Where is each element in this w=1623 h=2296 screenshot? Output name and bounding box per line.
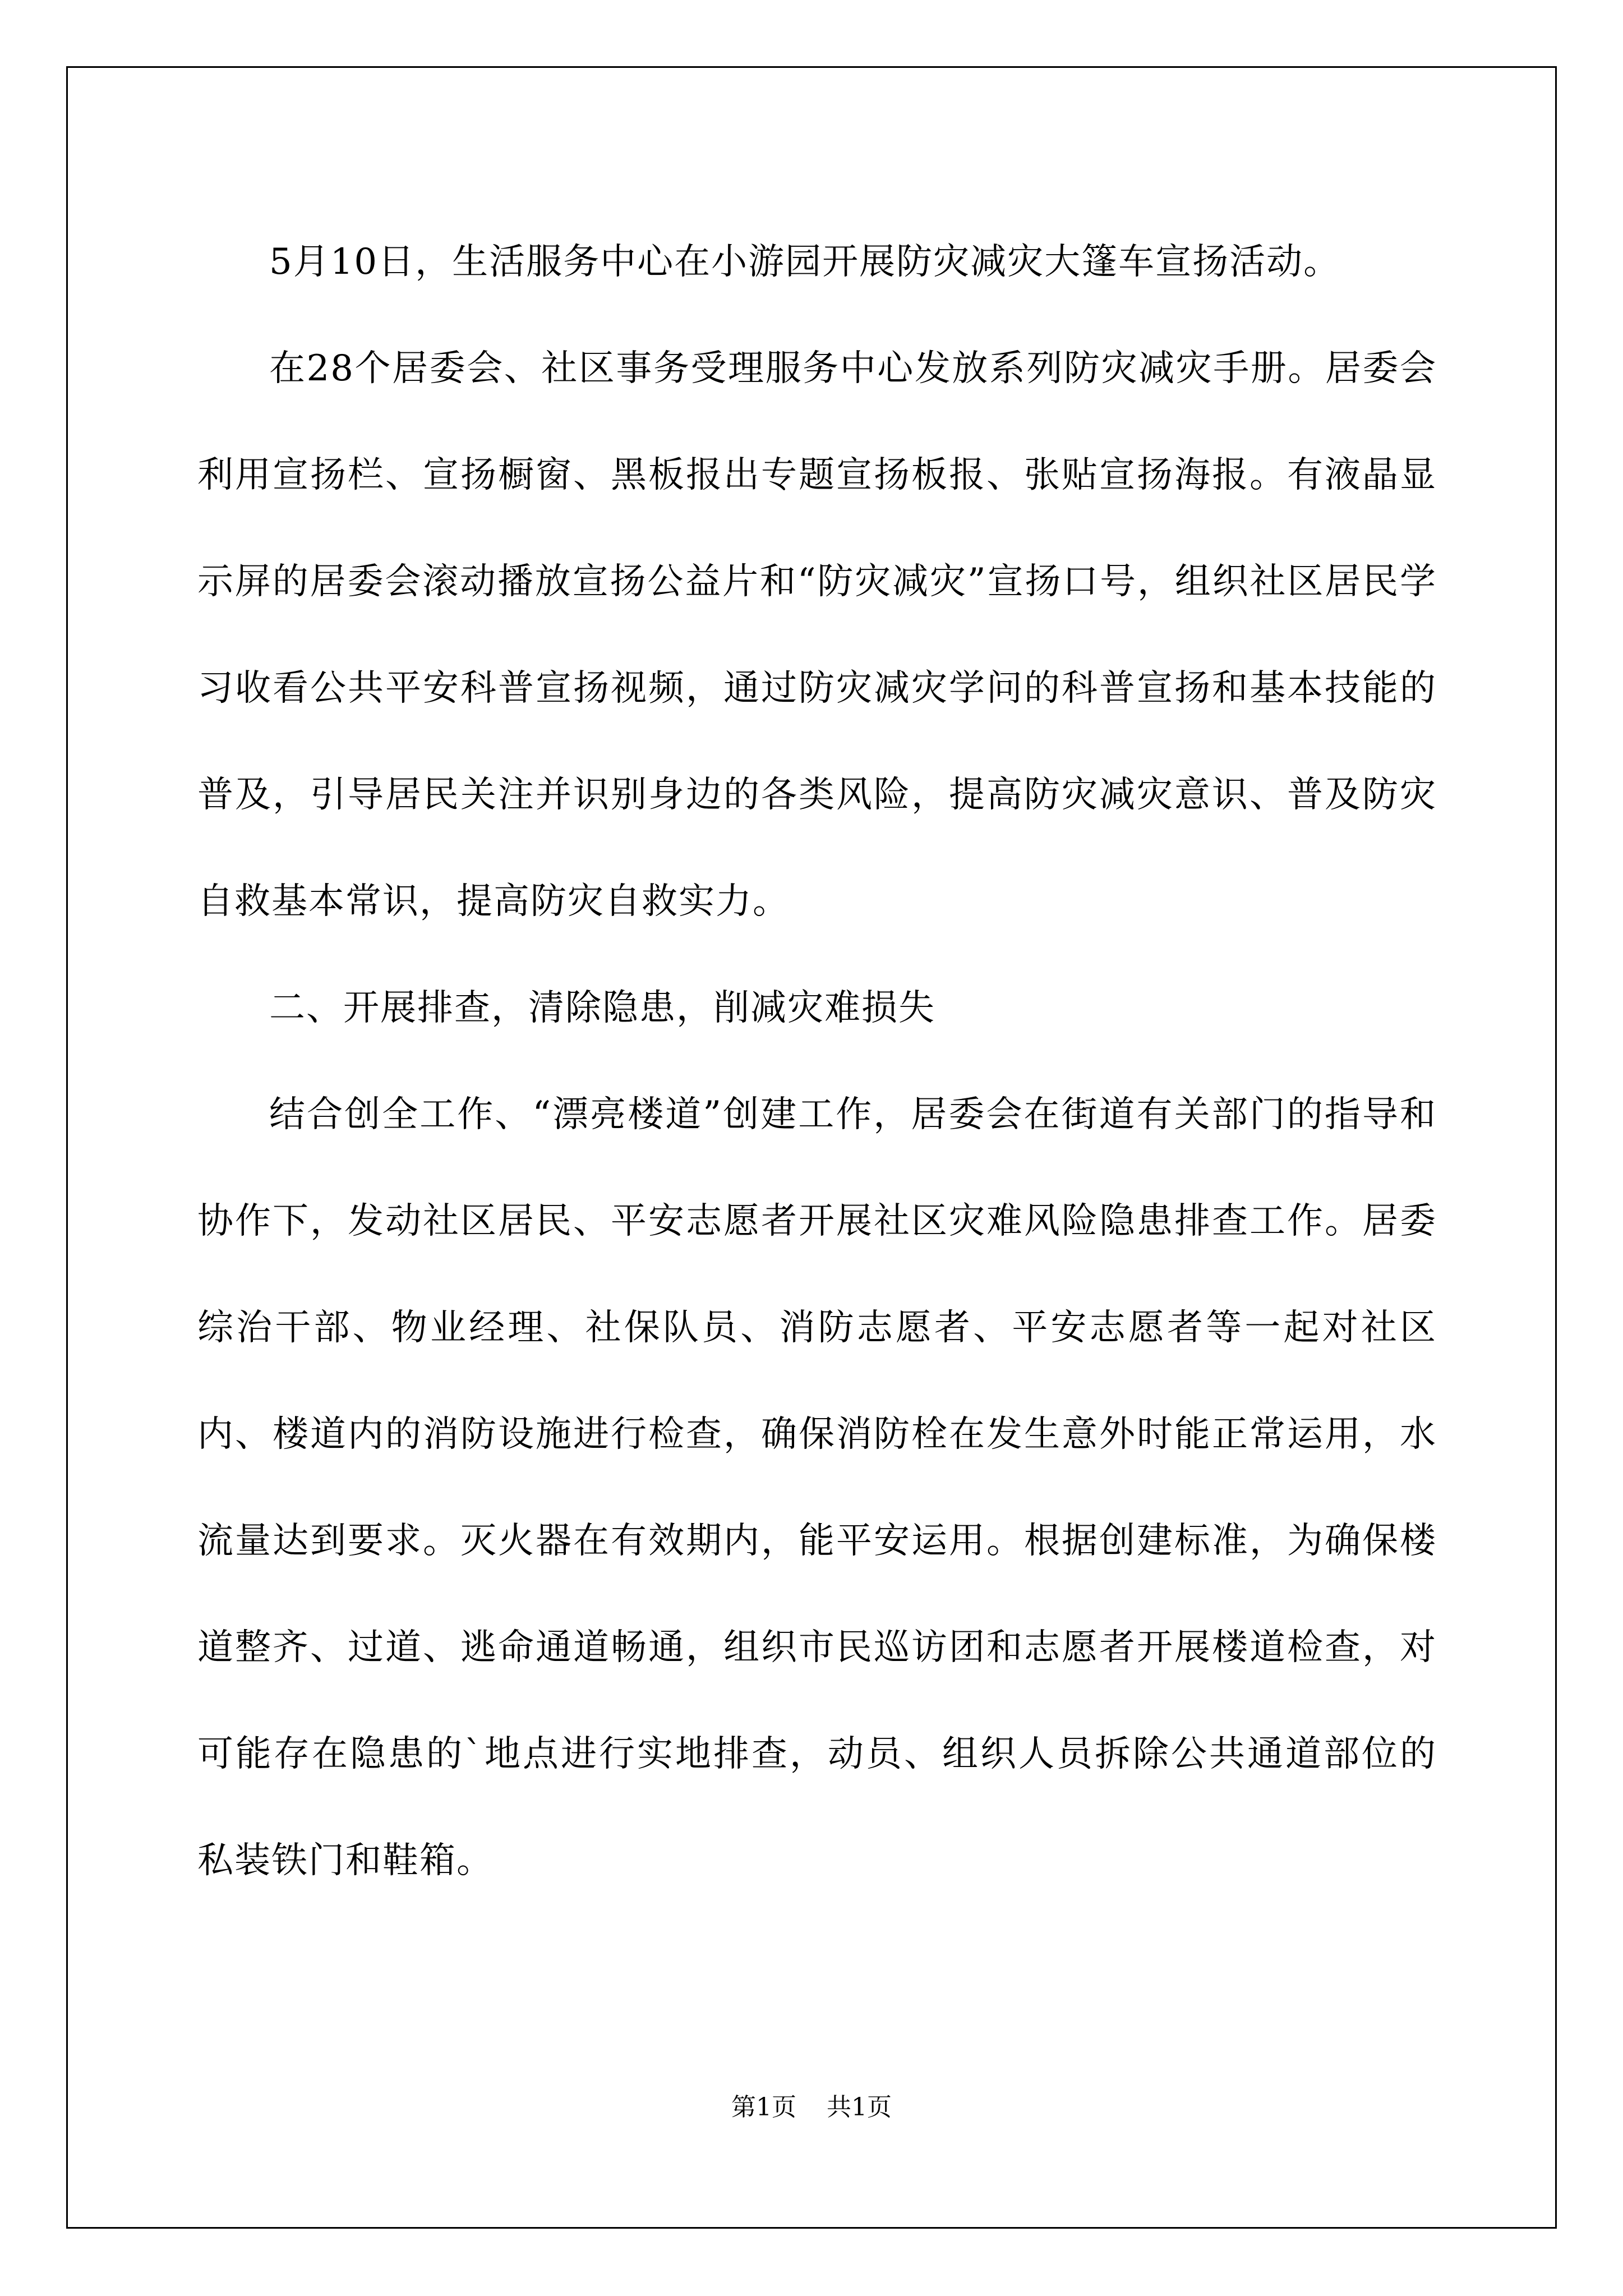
paragraph-activity: 5月10日，生活服务中心在小游园开展防灾减灾大篷车宣扬活动。 bbox=[269, 241, 1341, 283]
section-heading: 二、开展排查，清除隐患，削减灾难损失 bbox=[269, 987, 935, 1029]
paragraph-publicity: 在28个居委会、社区事务受理服务中心发放系列防灾减灾手册。居委会利用宣扬栏、宣扬橱窗、黑板报出专题宣扬板报、张贴宣扬海报。有液晶显示屏的居委会滚动播放宣扬公益片和“防灾减灾”宣扬口号，组织社区居民学习收看公共平安科普宣扬视频，通过防灾减灾学问的科普宣扬和基本技能的普及，引导居民关注并识别身边的各类风险，提高防灾减灾意识、普及防灾自救基本常识，提高防灾自救实力。 bbox=[197, 348, 1437, 922]
page-number-current: 第1页 bbox=[731, 2093, 796, 2122]
paragraph-inspection: 结合创全工作、“漂亮楼道”创建工作，居委会在街道有关部门的指导和协作下，发动社区居民、平安志愿者开展社区灾难风险隐患排查工作。居委综治干部、物业经理、社保队员、消防志愿者、平安志愿者等一起对社区内、楼道内的消防设施进行检查，确保消防栓在发生意外时能正常运用，水流量达到要求。灭火器在有效期内，能平安运用。根据创建标准，为确保楼道整齐、过道、逃命通道畅通，组织市民巡访团和志愿者开展楼道检查，对可能存在隐患的`地点进行实地排查，动员、组织人员拆除公共通道部位的私装铁门和鞋箱。 bbox=[197, 1094, 1437, 1881]
page-footer bbox=[0, 2087, 1623, 2123]
page-number-total: 共1页 bbox=[827, 2093, 892, 2122]
document-body bbox=[197, 209, 1437, 1914]
